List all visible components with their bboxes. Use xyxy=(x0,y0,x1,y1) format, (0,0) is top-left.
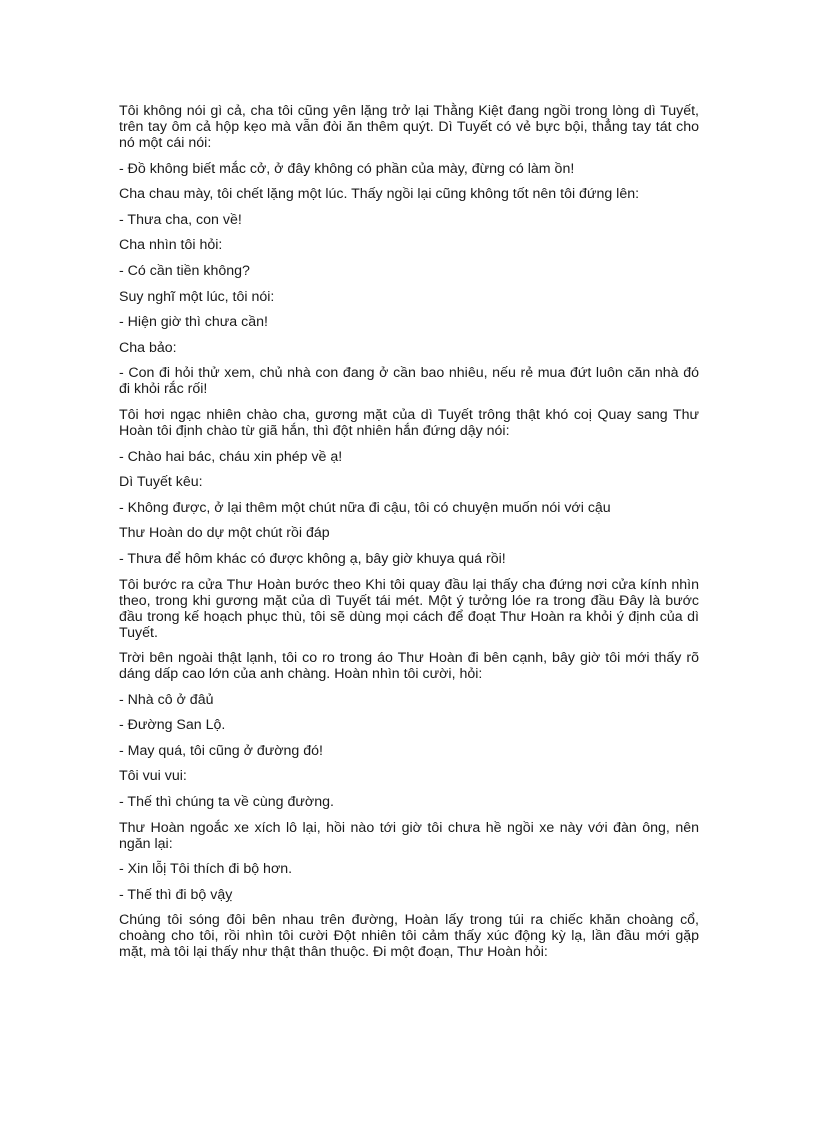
paragraph: - May quá, tôi cũng ở đường đó! xyxy=(119,742,323,759)
paragraph: - Thế thì chúng ta về cùng đường. xyxy=(119,794,334,811)
paragraph: - Nhà cô ở đâủ xyxy=(119,691,214,708)
paragraph: Tôi không nói gì cả, cha tôi cũng yên lặng trở lại Thằng Kiệt đang ngồi trong lòng dì Tuyết, trên tay ôm cả hộp kẹo mà vẫn đòi ăn thêm quýt. Dì Tuyết có vẻ bực bội, thẳng tay tát cho nó một cái nói: xyxy=(119,103,699,151)
paragraph: - Đồ không biết mắc cở, ở đây không có phần của mày, đừng có làm ồn! xyxy=(119,160,575,177)
paragraph: - Có cần tiền không? xyxy=(119,262,250,279)
paragraph: Trời bên ngoài thật lạnh, tôi co ro trong áo Thư Hoàn đi bên cạnh, bây giờ tôi mới thấy rõ dáng dấp cao lớn của anh chàng. Hoàn nhìn tôi cười, hỏi: xyxy=(119,650,699,683)
paragraph: - Thưa để hôm khác có được không ạ, bây giờ khuya quá rồi! xyxy=(119,550,506,567)
paragraph: - Thưa cha, con về! xyxy=(119,211,242,228)
paragraph: Dì Tuyết kêu: xyxy=(119,474,203,491)
paragraph: Tôi vui vui: xyxy=(119,768,187,785)
paragraph: Thư Hoàn ngoắc xe xích lô lại, hồi nào tới giờ tôi chưa hề ngồi xe này với đàn ông, nên ngăn lại: xyxy=(119,819,699,852)
paragraph: Cha bảo: xyxy=(119,339,177,356)
paragraph: - Xin lỗị Tôi thích đi bộ hơn. xyxy=(119,861,293,878)
paragraph: - Đường San Lộ. xyxy=(119,717,226,734)
paragraph: - Thế thì đi bộ vậỵ xyxy=(119,886,233,903)
paragraph: Cha chau mày, tôi chết lặng một lúc. Thấy ngồi lại cũng không tốt nên tôi đứng lên: xyxy=(119,186,640,203)
document-body xyxy=(119,103,699,970)
paragraph: - Con đi hỏi thử xem, chủ nhà con đang ở cần bao nhiêu, nếu rẻ mua đứt luôn căn nhà đó đi khỏi rắc rối! xyxy=(119,365,699,398)
paragraph: - Hiện giờ thì chưa cần! xyxy=(119,314,268,331)
paragraph: Suy nghĩ một lúc, tôi nói: xyxy=(119,288,275,305)
paragraph: Cha nhìn tôi hỏi: xyxy=(119,237,223,254)
paragraph: Tôi hơi ngạc nhiên chào cha, gương mặt của dì Tuyết trông thật khó coị Quay sang Thư Hoàn tôi định chào từ giã hắn, thì đột nhiên hắn đứng dậy nói: xyxy=(119,406,699,439)
paragraph: Tôi bước ra cửa Thư Hoàn bước theo Khi tôi quay đầu lại thấy cha đứng nơi cửa kính nhìn theo, trong khi gương mặt của dì Tuyết tái mét. Một ý tưởng lóe ra trong đầu Đây là bước đầu trong kế hoạch phục thù, tôi sẽ dùng mọi cách để đoạt Thư Hoàn ra khỏi ý định của dì Tuyết. xyxy=(119,576,699,641)
paragraph: Thư Hoàn do dự một chút rồi đáp xyxy=(119,525,330,542)
paragraph: - Chào hai bác, cháu xin phép về ạ! xyxy=(119,448,343,465)
paragraph: Chúng tôi sóng đôi bên nhau trên đường, Hoàn lấy trong túi ra chiếc khăn choàng cổ, choàng cho tôi, rồi nhìn tôi cười Đột nhiên tôi cảm thấy xúc động kỳ lạ, lần đầu mới gặp mặt, mà tôi lại thấy như thật thân thuộc. Đi một đoạn, Thư Hoàn hỏi: xyxy=(119,912,699,961)
paragraph: - Không được, ở lại thêm một chút nữa đi cậu, tôi có chuyện muốn nói với cậu xyxy=(119,499,611,516)
